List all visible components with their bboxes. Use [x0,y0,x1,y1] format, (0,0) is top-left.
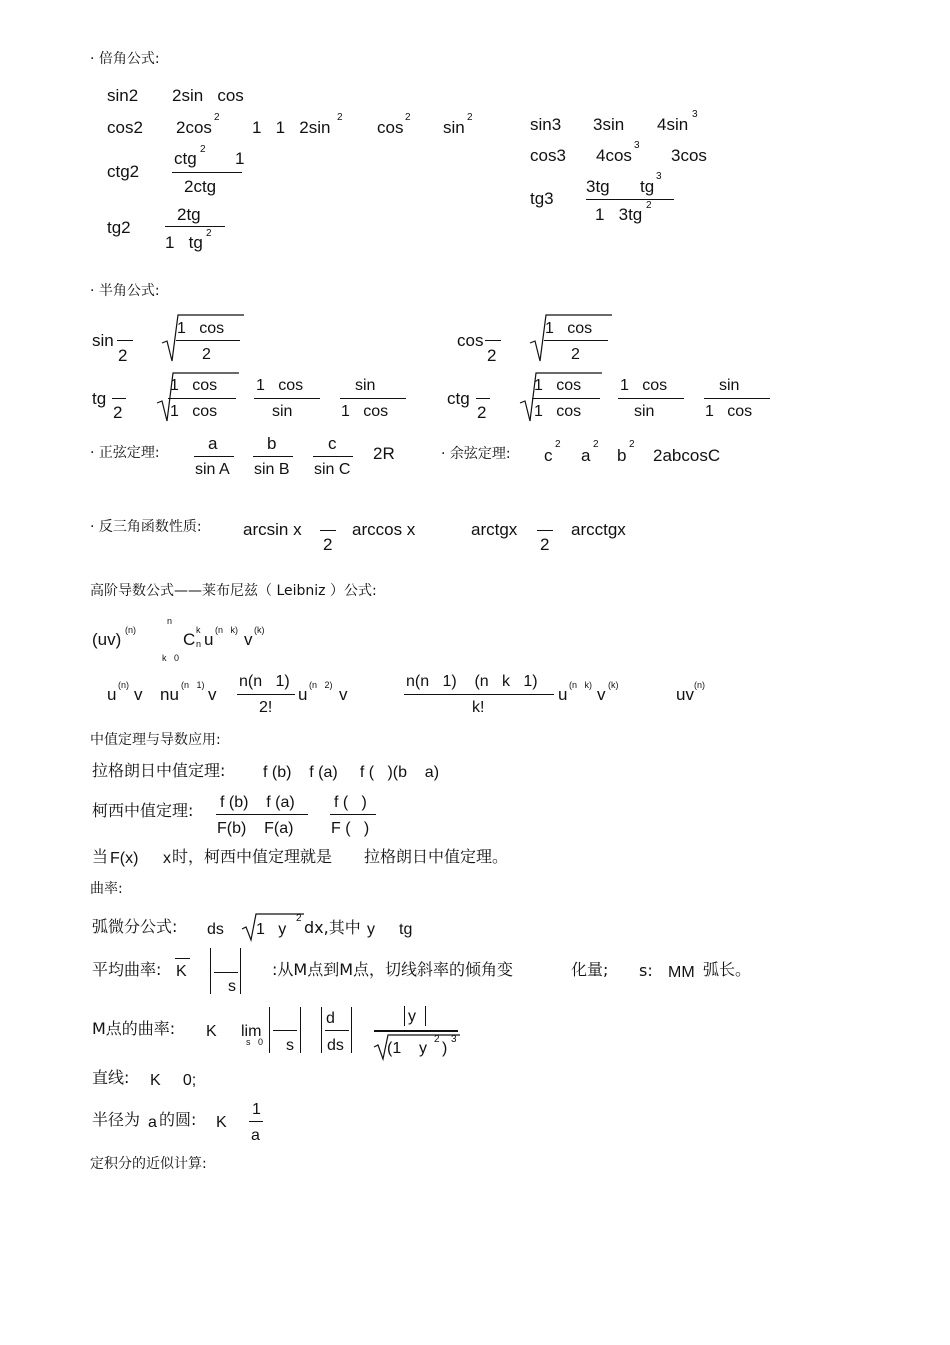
cos2-term-c: sin [443,118,465,137]
arc-label: 弧微分公式: [92,917,178,936]
inv-two-1: 2 [323,535,333,554]
half-tg-f2-num: 1 cos [256,377,304,394]
half-cos-two: 2 [487,346,497,365]
sin3-rhs-b: 4sin [657,115,689,134]
half-ctg-f2-den: sin [634,403,655,420]
sin2-rhs: 2sin cos [172,86,244,105]
cauchy-num: f (b) f (a) [220,794,295,811]
leibniz-t2-v: v [208,685,217,704]
arc-y: y [367,921,375,938]
sine-law-b: b [267,434,277,453]
cosine-law-b-sq: 2 [629,439,635,450]
avg-abs-right [240,948,241,994]
leibniz-k-sup: k [196,625,201,635]
sin3-lhs: sin3 [530,115,562,134]
ctg2-den: 2ctg [184,177,217,196]
half-ctg-den: 1 cos [534,403,582,420]
leibniz-sum-top: n [167,616,173,626]
cos2-term-b: cos [377,118,404,137]
section-mean-value: 中值定理与导数应用: [90,732,221,748]
half-tg-f2-bar [254,398,320,399]
arc-tg: tg [399,921,413,938]
half-cos-bar [485,340,501,341]
note-text: 时，柯西中值定理就是 [172,847,333,866]
leibniz-sum-bottom: k 0 [162,653,180,663]
pt-y: y [408,1008,416,1025]
half-ctg-f2-bar [618,398,684,399]
sine-law-sinC: sin C [314,461,351,478]
inv-arccos: arccos x [352,520,416,539]
circle-label: 半径为 [92,1110,141,1129]
leibniz-t3-sup: (n 2) [309,680,333,690]
circle-den: a [251,1127,260,1144]
leibniz-t1: u [107,685,117,704]
cosine-law-b: b [617,446,627,465]
leibniz-t3-bar [237,694,295,695]
tg3-num-a: 3tg [586,177,610,196]
section-double-angle: · 倍角公式: [90,51,160,67]
cauchy-rden: F ( ) [331,820,370,837]
leibniz-t1-v: v [134,685,143,704]
tg3-den-sq: 2 [646,200,652,211]
cos3-cube: 3 [634,140,640,151]
pt-frac1-bar [273,1030,297,1031]
leibniz-lhs-sup: (n) [125,625,136,635]
inv-arctg: arctgx [471,520,518,539]
pt-label: M点的曲率: [92,1019,176,1038]
leibniz-t4-u: u [558,685,568,704]
pt-den-end: ) [442,1040,448,1057]
cosine-law-c: c [544,446,553,465]
note-text-2: 拉格朗日中值定理。 [364,847,509,866]
arc-inner-sq: 2 [296,913,302,924]
tg3-num-cube: 3 [656,171,662,182]
leibniz-t4-v: v [597,685,606,704]
half-cos-den: 2 [571,346,580,363]
cos2-term-a: 2cos [176,118,212,137]
tg3-num-b: tg [640,177,655,196]
sine-law-bar-a [194,456,234,457]
inv-two-2: 2 [540,535,550,554]
avg-frac-bar [214,972,238,973]
circle-num: 1 [252,1101,261,1118]
leibniz-v-sup: (k) [254,625,265,635]
leibniz-t3-num: n(n 1) [239,673,290,690]
pt-den: (1 y [387,1040,428,1057]
half-tg-f2-den: sin [272,403,293,420]
half-ctg-f3-bar [704,398,770,399]
cauchy-rbar [330,814,376,815]
tg3-lhs: tg3 [530,189,554,208]
cosine-law-a-sq: 2 [593,439,599,450]
half-sin-bar [117,340,133,341]
half-sin-den: 2 [202,346,211,363]
tg2-den-sq: 2 [206,228,212,239]
sin3-rhs-a: 3sin [593,115,625,134]
leibniz-C: C [183,630,196,649]
avg-K-overline [175,958,190,959]
leibniz-t5-sup: (n) [694,680,705,690]
half-ctg-lhs: ctg [447,389,470,408]
cosine-law-c-sq: 2 [555,439,561,450]
half-ctg-bar [476,398,490,399]
arc-ds: ds [207,921,224,938]
half-tg-lhs: tg [92,389,107,408]
pt-s: s [286,1037,294,1054]
leibniz-t4-den: k! [472,699,485,716]
inv-bar-2 [537,530,553,531]
avg-mm: MM [668,964,695,981]
half-tg-num: 1 cos [170,377,218,394]
line-label: 直线: [92,1068,130,1087]
leibniz-t5: uv [676,685,694,704]
note-fx: F(x) [110,850,139,867]
ctg2-num-b: 1 [235,149,245,168]
half-cos-inner-bar [544,340,608,341]
half-ctg-num: 1 cos [534,377,582,394]
cos2-lhs: cos2 [107,118,143,137]
circle-bar [249,1121,263,1122]
tg2-num: 2tg [177,205,201,224]
half-tg-inner-bar [168,398,236,399]
tg2-lhs: tg2 [107,218,131,237]
tg2-fraction-bar [165,226,225,227]
pt-ds: ds [327,1037,344,1054]
pt-abs1-left [269,1007,270,1053]
half-ctg-f2-num: 1 cos [620,377,668,394]
tg3-fraction-bar [586,199,674,200]
cos2-sq-d: 2 [467,112,473,123]
half-ctg-two: 2 [477,403,487,422]
section-definite-integral: 定积分的近似计算: [90,1156,207,1172]
pt-abs1-right [300,1007,301,1053]
half-tg-f3-bar [340,398,406,399]
cos2-mid: 1 1 2sin [252,118,331,137]
inv-arcctg: arcctgx [571,520,626,539]
cos2-sq-c: 2 [405,112,411,123]
half-tg-bar [112,398,126,399]
section-cosine-law: · 余弦定理: [441,446,511,462]
avg-text: :从M点到M点，切线斜率的倾角变 [272,960,514,979]
half-sin-lhs: sin [92,331,114,350]
cos3-rhs-b: 3cos [671,146,707,165]
leibniz-t3-u: u [298,685,308,704]
leibniz-v: v [244,630,253,649]
cauchy-label: 柯西中值定理: [92,801,194,820]
lagrange-label: 拉格朗日中值定理: [92,761,226,780]
leibniz-t4-usup: (n k) [569,680,593,690]
avg-s: s [228,978,236,995]
pt-lim-sub: s 0 [246,1037,264,1047]
leibniz-lhs: (uv) [92,630,122,649]
leibniz-t3-den: 2! [259,699,273,716]
cos3-lhs: cos3 [530,146,566,165]
sine-law-bar-b [253,456,293,457]
pt-abs2-left [321,1007,322,1053]
sine-law-rhs: 2R [373,444,395,463]
half-tg-two: 2 [113,403,123,422]
ctg2-num: ctg [174,149,197,168]
pt-lim: lim [241,1023,262,1040]
circle-K: K [216,1114,227,1131]
pt-y-abs-right [425,1006,426,1026]
pt-frac2-bar [325,1030,349,1031]
sine-law-sinB: sin B [254,461,290,478]
leibniz-u: u [204,630,214,649]
cosine-law-rhs: 2abcosC [653,446,721,465]
half-cos-lhs: cos [457,331,484,350]
avg-s2: s: [639,961,653,980]
half-sin-two: 2 [118,346,128,365]
half-tg-den: 1 cos [170,403,218,420]
pt-frac3-bar [374,1030,458,1032]
cos2-sq-b: 2 [337,112,343,123]
inv-bar-1 [320,530,336,531]
cauchy-den: F(b) F(a) [217,820,294,837]
pt-d: d [326,1010,335,1027]
leibniz-t2: nu [160,685,179,704]
tg3-den: 1 3tg [595,205,643,224]
arc-inner: 1 y [256,921,287,938]
leibniz-t4-bar [404,694,554,695]
section-leibniz: 高阶导数公式——莱布尼兹（ Leibniz ）公式: [90,583,377,599]
section-sine-law: · 正弦定理: [90,445,160,461]
circle-a: a [148,1114,157,1131]
avg-label: 平均曲率: [92,960,162,979]
pt-K: K [206,1023,217,1040]
note-when: 当 [92,847,109,866]
pt-cube: 3 [451,1034,457,1045]
pt-abs2-right [351,1007,352,1053]
sine-law-bar-c [313,456,353,457]
sine-law-a: a [208,434,218,453]
section-curvature: 曲率: [90,881,123,897]
pt-y-abs-left [404,1006,405,1026]
leibniz-n-sub: n [196,639,202,649]
half-tg-f3-num: sin [355,377,376,394]
sine-law-sinA: sin A [195,461,230,478]
inv-arcsin: arcsin x [243,520,302,539]
cosine-law-a: a [581,446,591,465]
sine-law-c: c [328,434,337,453]
avg-K: K [176,963,187,980]
circle-label-2: 的圆: [159,1110,197,1129]
section-half-angle: · 半角公式: [90,283,160,299]
line-formula: K 0; [150,1072,197,1089]
cos3-rhs-a: 4cos [596,146,632,165]
leibniz-t4-vsup: (k) [608,680,619,690]
avg-end: 弧长。 [703,960,752,979]
lagrange-formula: f (b) f (a) f ( )(b a) [263,764,440,781]
avg-abs-left [210,948,211,994]
sin3-cube: 3 [692,109,698,120]
leibniz-t4-num: n(n 1) (n k 1) [406,673,538,690]
half-tg-f3-den: 1 cos [341,403,389,420]
note-x: x [163,850,171,867]
sin2-lhs: sin2 [107,86,139,105]
ctg2-fraction-bar [172,172,242,173]
half-sin-inner-bar [176,340,240,341]
cauchy-bar [216,814,308,815]
arc-dx: dx,其中 [304,918,361,937]
cos2-sq-a: 2 [214,112,220,123]
leibniz-t1-sup: (n) [118,680,129,690]
half-ctg-f3-den: 1 cos [705,403,753,420]
half-ctg-f3-num: sin [719,377,740,394]
pt-den-sq: 2 [434,1034,440,1045]
half-cos-num: 1 cos [545,320,593,337]
leibniz-u-sup: (n k) [215,625,239,635]
ctg2-lhs: ctg2 [107,162,140,181]
tg2-den: 1 tg [165,233,203,252]
leibniz-t3-v: v [339,685,348,704]
cauchy-rnum: f ( ) [334,794,367,811]
leibniz-t2-sup: (n 1) [181,680,205,690]
ctg2-num-sq: 2 [200,144,206,155]
avg-text-2: 化量; [571,960,609,979]
half-sin-num: 1 cos [177,320,225,337]
section-inverse-trig: · 反三角函数性质: [90,519,202,535]
half-ctg-inner-bar [532,398,600,399]
